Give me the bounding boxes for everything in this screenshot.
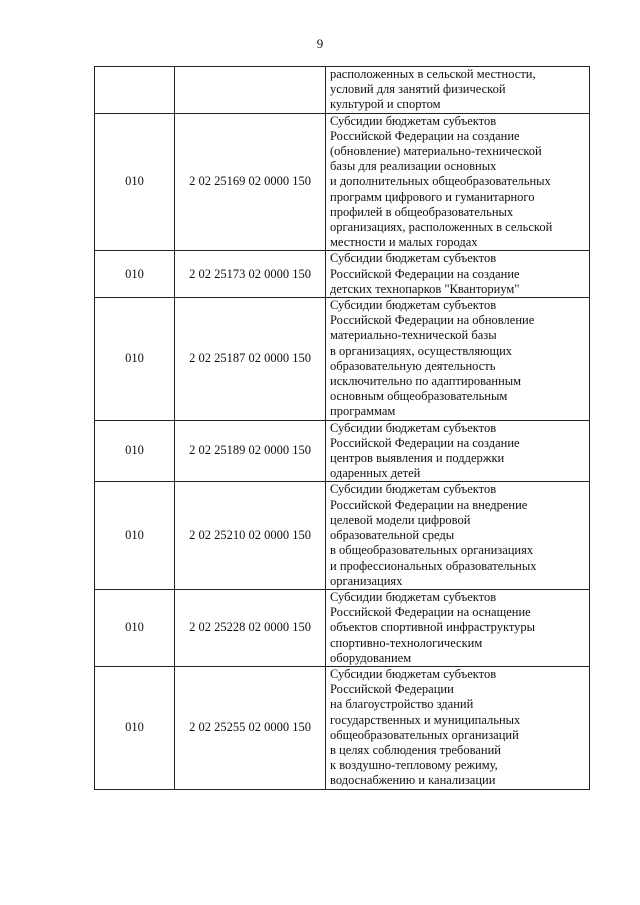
budget-code-cell: 2 02 25169 02 0000 150 [175,113,326,251]
income-name-line: на благоустройство зданий [330,697,474,712]
income-name-line: Российской Федерации на создание [330,435,520,450]
budget-code-cell: 2 02 25228 02 0000 150 [175,589,326,666]
income-name-line: профилей в общеобразовательных [330,204,514,219]
admin-code-cell: 010 [95,113,175,251]
income-name-cell [326,666,590,789]
income-name-line: Российской Федерации на внедрение [330,497,528,512]
income-name-line: в целях соблюдения требований [330,742,501,757]
income-name-line: Субсидии бюджетам субъектов [330,589,497,604]
table-row [95,420,590,482]
income-name-line: и дополнительных общеобразовательных [330,174,551,189]
income-name-line: материально-технической базы [330,328,497,343]
admin-code-cell: 010 [95,251,175,298]
income-name-line: организациях, расположенных в сельской [330,220,553,235]
income-name-line: Субсидии бюджетам субъектов [330,420,497,435]
income-name-line: целевой модели цифровой [330,512,471,527]
income-name-line: оборудованием [330,650,412,665]
income-name-line: основным общеобразовательным [330,389,508,404]
table-row [95,251,590,298]
income-name-cell [326,420,590,482]
budget-classification-table [94,66,590,790]
income-name-cell [326,482,590,589]
income-name-line: Субсидии бюджетам субъектов [330,113,497,128]
budget-code-cell: 2 02 25189 02 0000 150 [175,420,326,482]
income-name-line: общеобразовательных организаций [330,727,519,742]
table-row [95,298,590,421]
income-name-line: спортивно-технологическим [330,635,483,650]
income-name-line: центров выявления и поддержки [330,451,505,466]
budget-code-cell: 2 02 25210 02 0000 150 [175,482,326,589]
page-number: 9 [316,36,324,51]
table-row [95,589,590,666]
income-name-line: местности и малых городах [330,235,478,250]
income-name-line: (обновление) материально-технической [330,144,542,159]
budget-code-cell: 2 02 25255 02 0000 150 [175,666,326,789]
income-name-line: государственных и муниципальных [330,712,521,727]
income-name-line: Субсидии бюджетам субъектов [330,251,497,266]
income-name-line: образовательной среды [330,528,455,543]
income-name-line: Российской Федерации на обновление [330,313,535,328]
income-name-line: Субсидии бюджетам субъектов [330,482,497,497]
income-name-line: организациях [330,573,403,588]
table-row [95,666,590,789]
admin-code-cell: 010 [95,666,175,789]
admin-code-cell [95,67,175,114]
budget-code-cell: 2 02 25187 02 0000 150 [175,298,326,421]
table-row [95,113,590,251]
income-name-cell [326,589,590,666]
income-name-line: образовательную деятельность [330,358,496,373]
income-name-line: Субсидии бюджетам субъектов [330,298,497,313]
income-name-line: Российской Федерации [330,682,454,697]
income-name-line: к воздушно-тепловому режиму, [330,758,498,773]
income-name-line: базы для реализации основных [330,159,497,174]
income-name-line: программам [330,404,396,419]
table-row [95,482,590,589]
income-name-line: условий для занятий физической [330,82,506,97]
income-name-line: Российской Федерации на создание [330,128,520,143]
income-name-cell [326,113,590,251]
admin-code-cell: 010 [95,589,175,666]
admin-code-cell: 010 [95,482,175,589]
income-name-line: в организациях, осуществляющих [330,343,513,358]
income-name-cell [326,251,590,298]
table-row [95,67,590,114]
income-name-line: культурой и спортом [330,97,441,112]
income-name-cell [326,298,590,421]
income-name-line: Субсидии бюджетам субъектов [330,666,497,681]
budget-code-cell [175,67,326,114]
income-name-line: водоснабжению и канализации [330,773,496,788]
income-name-line: в общеобразовательных организациях [330,543,534,558]
admin-code-cell: 010 [95,420,175,482]
income-name-cell [326,67,590,114]
income-name-line: программ цифрового и гуманитарного [330,189,535,204]
income-name-line: расположенных в сельской местности, [330,67,536,81]
income-name-line: Российской Федерации на создание [330,266,520,281]
income-name-line: детских технопарков "Кванториум" [330,281,520,296]
table-body [95,67,590,790]
admin-code-cell: 010 [95,298,175,421]
income-name-line: и профессиональных образовательных [330,558,537,573]
income-name-line: объектов спортивной инфраструктуры [330,620,536,635]
income-name-line: исключительно по адаптированным [330,374,522,389]
income-name-line: одаренных детей [330,466,421,481]
income-name-line: Российской Федерации на оснащение [330,605,531,620]
budget-code-cell: 2 02 25173 02 0000 150 [175,251,326,298]
